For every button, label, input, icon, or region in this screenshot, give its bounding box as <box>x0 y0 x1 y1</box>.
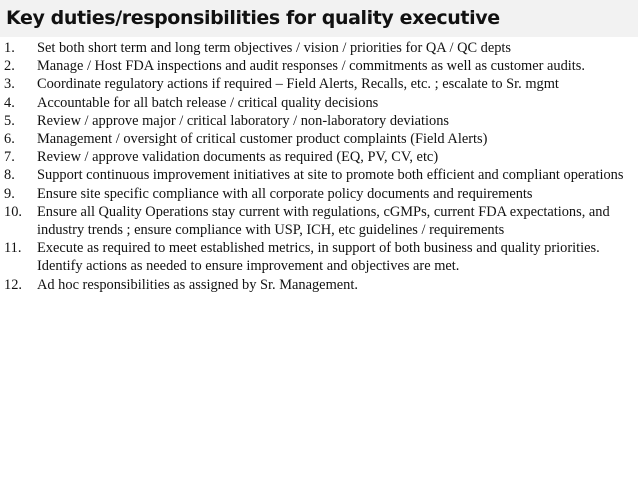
list-item <box>0 239 630 275</box>
list-item-text: Management / oversight of critical customer product complaints (Field Alerts) <box>37 131 488 148</box>
list-item <box>0 112 630 130</box>
list-item-number: 11. <box>4 240 22 257</box>
list-item <box>0 130 630 148</box>
list-item-text: Execute as required to meet established metrics, in support of both business and quality priorities. Identify actions as needed to ensure improvement and objectives are met. <box>37 240 600 275</box>
page-title: Key duties/responsibilities for quality executive <box>6 7 500 29</box>
list-item <box>0 94 630 112</box>
list-item-text: Set both short term and long term objectives / vision / priorities for QA / QC depts <box>37 40 512 56</box>
list-item-text: Review / approve major / critical laboratory / non-laboratory deviations <box>37 112 449 129</box>
list-item-number: 1. <box>4 40 15 56</box>
list-item <box>0 75 630 93</box>
list-item-text: Support continuous improvement initiatives at site to promote both efficient and compliant operations <box>37 167 624 184</box>
list-item-number: 5. <box>4 112 15 129</box>
list-item <box>0 39 630 57</box>
list-item-number: 10. <box>4 203 22 220</box>
list-item-number: 8. <box>4 167 15 184</box>
list-item-number: 2. <box>4 58 15 75</box>
list-item-number: 3. <box>4 76 15 93</box>
list-item-number: 7. <box>4 149 15 166</box>
list-item-text: Ad hoc responsibilities as assigned by Sr. Management. <box>37 276 358 293</box>
duties-list <box>0 39 630 294</box>
header-bar <box>0 0 638 37</box>
list-item-number: 4. <box>4 94 15 111</box>
list-item <box>0 148 630 166</box>
list-item <box>0 57 630 75</box>
list-item-text: Review / approve validation documents as required (EQ, PV, CV, etc) <box>37 149 439 166</box>
list-item <box>0 166 630 184</box>
list-item-text: Ensure site specific compliance with all corporate policy documents and requirements <box>37 185 533 202</box>
list-item <box>0 203 630 239</box>
list-item <box>0 276 630 294</box>
list-item-text: Manage / Host FDA inspections and audit responses / commitments as well as customer audits. <box>37 58 585 75</box>
list-item <box>0 185 630 203</box>
list-item-number: 6. <box>4 131 15 148</box>
list-item-number: 9. <box>4 185 15 202</box>
list-item-text: Accountable for all batch release / critical quality decisions <box>37 94 379 111</box>
list-item-number: 12. <box>4 276 22 293</box>
list-item-text: Ensure all Quality Operations stay current with regulations, cGMPs, current FDA expectations, and industry trends ; ensure compliance with USP, ICH, etc guidelines / requirements <box>37 203 610 239</box>
list-item-text: Coordinate regulatory actions if required – Field Alerts, Recalls, etc. ; escalate to Sr. mgmt <box>37 76 559 93</box>
